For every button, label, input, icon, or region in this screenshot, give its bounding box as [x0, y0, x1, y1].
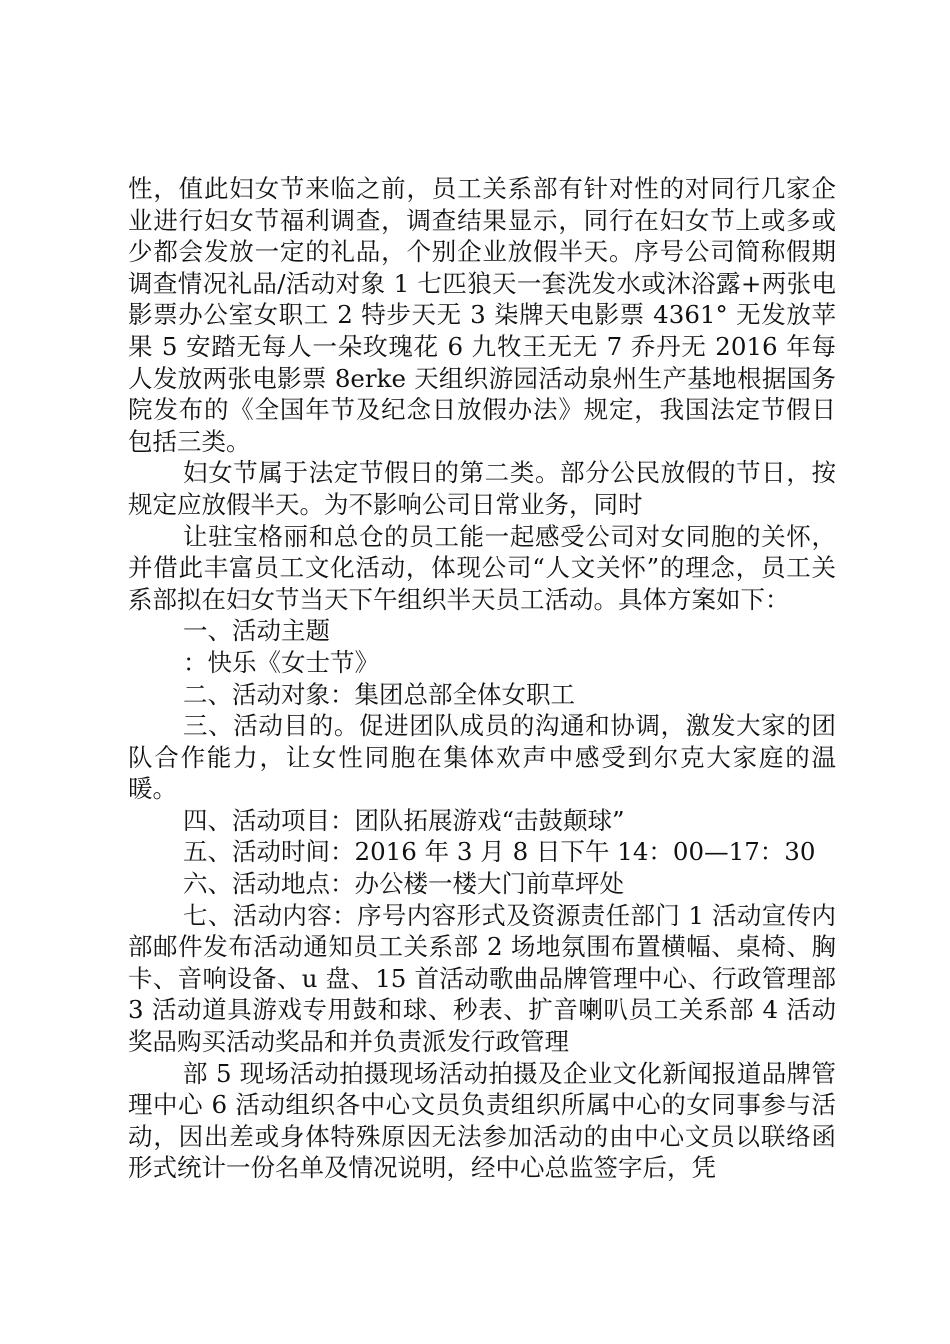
section-theme-heading: 一、活动主题: [183, 616, 330, 646]
intro-paragraph: 性，值此妇女节来临之前，员工关系部有针对性的对同行几家企业进行妇女节福利调查，调查结果显示，同行在妇女节上或多或少都会发放一定的礼品，个别企业放假半天。序号公司简称假期调查情况礼品/活动对象 1 七匹狼天一套洗发水或沐浴露+两张电影票办公室女职工 2 特步天无 3 柒牌天电影票 4361° 无发放苹果 5 安踏无每人一朵玫瑰花 6 九牧王无无 7 乔丹无 2016 年每人发放两张电影票 8erke 天组织游园活动泉州生产基地根据国务院发布的《全国年节及纪念日放假办法》规定，我国法定节假日包括三类。: [128, 174, 836, 456]
holiday-paragraph: 妇女节属于法定节假日的第二类。部分公民放假的节日，按规定应放假半天。为不影响公司日常业务，同时: [128, 458, 836, 519]
closing-paragraph: 部 5 现场活动拍摄现场活动拍摄及企业文化新闻报道品牌管理中心 6 活动组织各中心文员负责组织所属中心的女同事参与活动，因出差或身体特殊原因无法参加活动的由中心文员以联络函形式统计一份名单及情况说明，经中心总监签字后，凭: [128, 1058, 836, 1183]
section-content: 七、活动内容：序号内容形式及资源责任部门 1 活动宣传内部邮件发布活动通知员工关系部 2 场地氛围布置横幅、桌椅、胸卡、音响设备、u 盘、15 首活动歌曲品牌管理中心、行政管理部 3 活动道具游戏专用鼓和球、秒表、扩音喇叭员工关系部 4 活动奖品购买活动奖品和并负责派发行政管理: [128, 900, 836, 1057]
section-goal: 三、活动目的。促进团队成员的沟通和协调，激发大家的团队合作能力，让女性同胞在集体欢声中感受到尔克大家庭的温暖。: [128, 711, 836, 804]
document-page: [128, 173, 836, 1184]
section-time: 五、活动时间：2016 年 3 月 8 日下午 14：00—17：30: [183, 837, 816, 867]
section-location: 六、活动地点：办公楼一楼大门前草坪处: [183, 869, 624, 899]
purpose-paragraph: 让驻宝格丽和总仓的员工能一起感受公司对女同胞的关怀，并借此丰富员工文化活动，体现公司“人文关怀”的理念，员工关系部拟在妇女节当天下午组织半天员工活动。具体方案如下：: [128, 521, 836, 614]
section-theme-value: ：快乐《女士节》: [183, 647, 379, 677]
section-project: 四、活动项目：团队拓展游戏“击鼓颠球”: [183, 805, 625, 835]
section-audience: 二、活动对象：集团总部全体女职工: [183, 679, 575, 709]
